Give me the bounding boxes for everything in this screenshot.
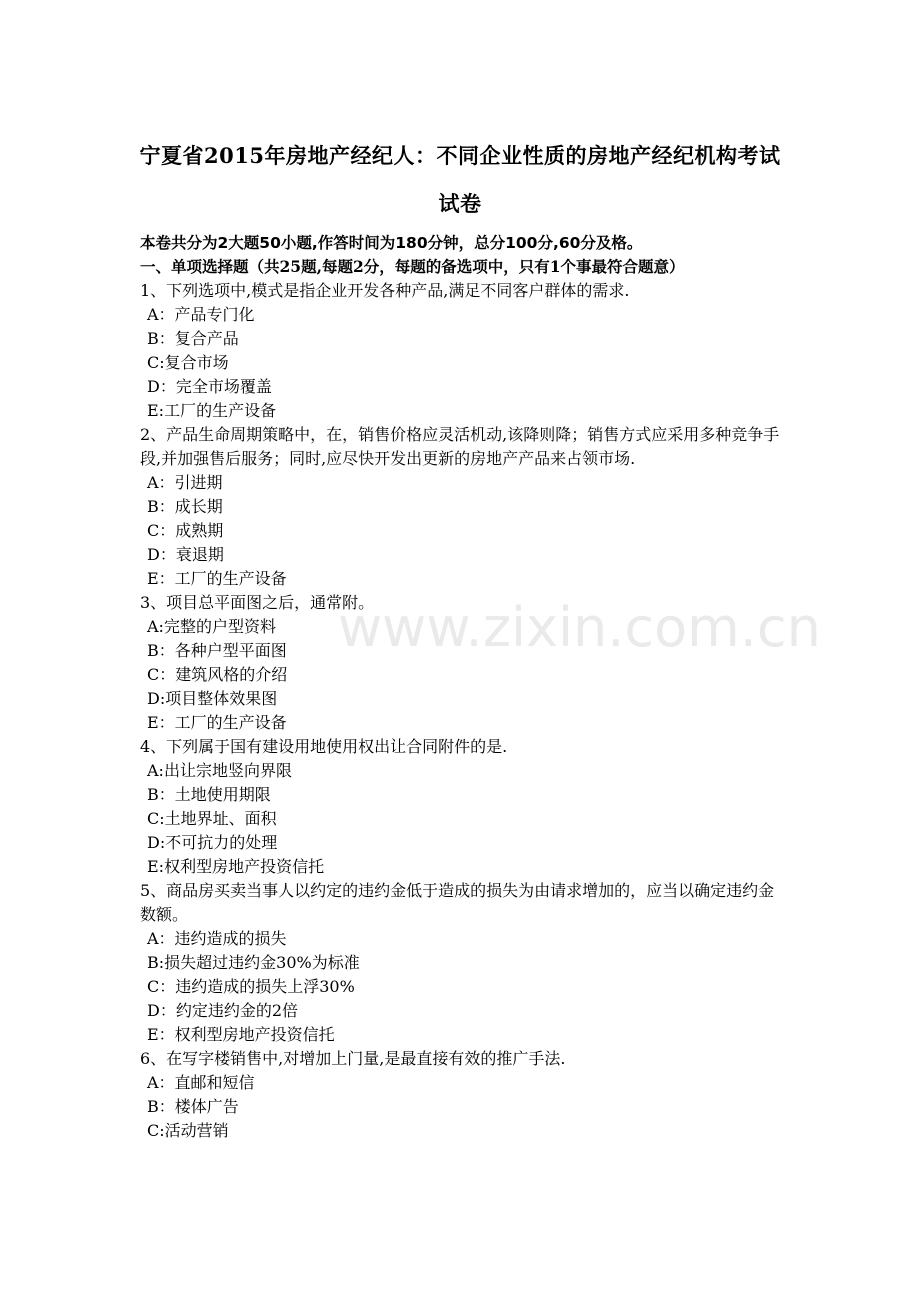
question-text: 6、在写字楼销售中,对增加上门量,是最直接有效的推广手法. [140, 1049, 566, 1068]
option-d: D：衰退期 [147, 545, 224, 564]
option-e: E：权利型房地产投资信托 [147, 1025, 335, 1044]
option-c: C:复合市场 [147, 353, 229, 372]
document-body [140, 231, 790, 1143]
question-block [140, 279, 790, 423]
option-a: A:出让宗地竖向界限 [147, 761, 292, 780]
option-b: B：楼体广告 [147, 1097, 239, 1116]
option-c: C：成熟期 [147, 521, 224, 540]
option-d: D：完全市场覆盖 [147, 377, 272, 396]
option-b: B：复合产品 [147, 329, 239, 348]
question-text: 1、下列选项中,模式是指企业开发各种产品,满足不同客户群体的需求. [140, 281, 630, 300]
option-e: E：工厂的生产设备 [147, 713, 287, 732]
question-block [140, 879, 790, 1047]
option-c: C:土地界址、面积 [147, 809, 277, 828]
option-c: C:活动营销 [147, 1121, 229, 1140]
option-c: C：违约造成的损失上浮30% [147, 977, 355, 996]
section-heading: 一、单项选择题（共25题,每题2分，每题的备选项中，只有1个事最符合题意） [140, 257, 685, 276]
option-b: B：土地使用期限 [147, 785, 271, 804]
option-b: B:损失超过违约金30%为标准 [147, 953, 360, 972]
option-d: D:项目整体效果图 [147, 689, 278, 708]
option-d: D:不可抗力的处理 [147, 833, 278, 852]
question-text: 3、项目总平面图之后，通常附。 [140, 593, 375, 612]
document-title-line-2: 试卷 [438, 191, 482, 216]
option-e: E：工厂的生产设备 [147, 569, 287, 588]
question-block [140, 591, 790, 735]
option-c: C：建筑风格的介绍 [147, 665, 288, 684]
option-a: A：违约造成的损失 [147, 929, 287, 948]
option-d: D：约定违约金的2倍 [147, 1001, 299, 1020]
option-b: B：成长期 [147, 497, 223, 516]
question-block [140, 1047, 790, 1143]
question-text: 5、商品房买卖当事人以约定的违约金低于造成的损失为由请求增加的，应当以确定违约金数额。 [140, 881, 775, 924]
option-e: E:权利型房地产投资信托 [147, 857, 325, 876]
question-block [140, 735, 790, 879]
option-a: A:完整的户型资料 [147, 617, 276, 636]
watermark: www.zixin.com.cn [338, 596, 821, 659]
option-a: A：直邮和短信 [147, 1073, 255, 1092]
option-a: A：引进期 [147, 473, 223, 492]
question-text: 2、产品生命周期策略中，在，销售价格应灵活机动,该降则降；销售方式应采用多种竞争手段,并加强售后服务；同时,应尽快开发出更新的房地产产品来占领市场. [140, 425, 780, 468]
document-title-line-1: 宁夏省2015年房地产经纪人：不同企业性质的房地产经纪机构考试 [139, 143, 781, 168]
option-b: B：各种户型平面图 [147, 641, 287, 660]
question-block [140, 423, 790, 591]
option-e: E:工厂的生产设备 [147, 401, 277, 420]
exam-intro: 本卷共分为2大题50小题,作答时间为180分钟，总分100分,60分及格。 [140, 234, 643, 252]
question-text: 4、下列属于国有建设用地使用权出让合同附件的是. [140, 737, 508, 756]
option-a: A：产品专门化 [147, 305, 255, 324]
